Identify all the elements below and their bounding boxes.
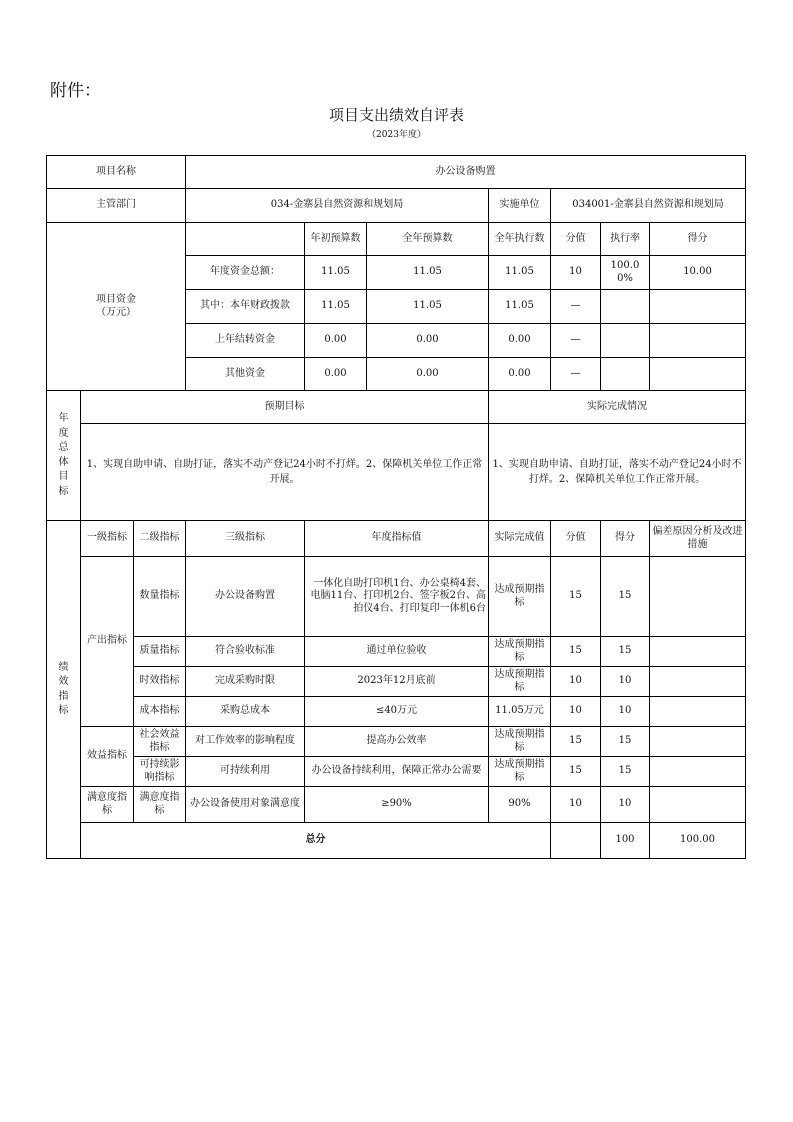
header-score: 得分 <box>650 223 746 256</box>
indicator-analysis <box>650 697 746 727</box>
indicator-level3: 办公设备购置 <box>186 557 305 637</box>
actual-result-header: 实际完成情况 <box>489 391 746 424</box>
indicator-row <box>47 637 746 667</box>
impl-unit-label: 实施单位 <box>489 189 551 223</box>
project-name-label: 项目名称 <box>47 156 186 189</box>
indicator-level2: 可持续影响指标 <box>134 757 186 787</box>
indicator-analysis <box>650 667 746 697</box>
indicator-value: 10 <box>551 667 601 697</box>
indicator-level3: 可持续利用 <box>186 757 305 787</box>
funds-row-annual: 11.05 <box>367 256 489 290</box>
indicator-row <box>47 727 746 757</box>
indicator-value: 10 <box>551 787 601 823</box>
indicator-score: 10 <box>601 667 650 697</box>
funds-row-initial: 0.00 <box>305 358 367 391</box>
indicator-target: 提高办公效率 <box>305 727 489 757</box>
total-row <box>47 823 746 859</box>
indicator-score: 15 <box>601 637 650 667</box>
total-value: 100 <box>601 823 650 859</box>
funds-row-rate <box>601 324 650 358</box>
total-label: 总分 <box>81 823 551 859</box>
funds-row-score: 10.00 <box>650 256 746 290</box>
header-initial-budget: 年初预算数 <box>305 223 367 256</box>
funds-row-value: — <box>551 290 601 324</box>
funds-row-annual: 0.00 <box>367 324 489 358</box>
funds-row-rate: 100.00% <box>601 256 650 290</box>
funds-row-annual: 0.00 <box>367 358 489 391</box>
indicator-actual: 90% <box>489 787 551 823</box>
indicator-level3: 符合验收标准 <box>186 637 305 667</box>
indicator-level2: 质量指标 <box>134 637 186 667</box>
header-score-value: 分值 <box>551 223 601 256</box>
indicator-target: 2023年12月底前 <box>305 667 489 697</box>
indicator-value: 15 <box>551 727 601 757</box>
goals-header-row <box>47 391 746 424</box>
header-value: 分值 <box>551 521 601 557</box>
indicator-score: 15 <box>601 557 650 637</box>
goals-label-text: 年度总体目标 <box>58 413 69 497</box>
actual-result-text: 1、实现自助申请、自助打证，落实不动产登记24小时不打烊。2、保障机关单位工作正常开展。 <box>489 424 746 521</box>
indicator-score: 10 <box>601 697 650 727</box>
header-actual: 实际完成值 <box>489 521 551 557</box>
indicator-row <box>47 557 746 637</box>
indicator-header-row <box>47 521 746 557</box>
indicator-actual: 达成预期指标 <box>489 727 551 757</box>
header-annual-budget: 全年预算数 <box>367 223 489 256</box>
indicator-score: 15 <box>601 757 650 787</box>
indicator-row <box>47 757 746 787</box>
indicator-row <box>47 787 746 823</box>
indicator-target: 通过单位验收 <box>305 637 489 667</box>
indicator-analysis <box>650 637 746 667</box>
funds-row-label: 年度资金总额： <box>186 256 305 290</box>
indicator-actual: 达成预期指标 <box>489 667 551 697</box>
funds-row-score <box>650 290 746 324</box>
funds-label-line2: （万元） <box>96 306 136 318</box>
indicator-row <box>47 697 746 727</box>
indicator-level3: 完成采购时限 <box>186 667 305 697</box>
indicator-level2: 数量指标 <box>134 557 186 637</box>
indicator-actual: 达成预期指标 <box>489 757 551 787</box>
funds-label-line1: 项目资金 <box>96 294 136 305</box>
page-title: 项目支出绩效自评表 <box>328 106 464 124</box>
funds-row-rate <box>601 290 650 324</box>
indicator-value: 10 <box>551 697 601 727</box>
indicator-analysis <box>650 787 746 823</box>
funds-row-rate <box>601 358 650 391</box>
indicator-score: 15 <box>601 727 650 757</box>
indicator-value: 15 <box>551 757 601 787</box>
indicator-level2: 时效指标 <box>134 667 186 697</box>
header-exec-rate: 执行率 <box>601 223 650 256</box>
header-level2: 二级指标 <box>134 521 186 557</box>
funds-row-initial: 11.05 <box>305 290 367 324</box>
funds-row-label: 其他资金 <box>186 358 305 391</box>
funds-row-initial: 0.00 <box>305 324 367 358</box>
total-score: 100.00 <box>650 823 746 859</box>
total-blank <box>551 823 601 859</box>
header-score: 得分 <box>601 521 650 557</box>
indicator-actual: 达成预期指标 <box>489 637 551 667</box>
funds-header-row <box>47 223 746 256</box>
group-benefit: 效益指标 <box>81 727 134 787</box>
indicator-value: 15 <box>551 637 601 667</box>
funds-label <box>47 223 186 391</box>
project-name-row <box>47 156 746 189</box>
indicator-level3: 办公设备使用对象满意度 <box>186 787 305 823</box>
attachment-label: 附件： <box>50 81 101 101</box>
funds-row-value: 10 <box>551 256 601 290</box>
indicator-target: 办公设备持续利用，保障正常办公需要 <box>305 757 489 787</box>
funds-header-blank <box>186 223 305 256</box>
group-satisfaction: 满意度指标 <box>81 787 134 823</box>
indicator-level2: 满意度指标 <box>134 787 186 823</box>
funds-row-label: 上年结转资金 <box>186 324 305 358</box>
header-analysis: 偏差原因分析及改进措施 <box>650 521 746 557</box>
dept-row <box>47 189 746 223</box>
indicator-target: ≤40万元 <box>305 697 489 727</box>
indicator-level2: 社会效益指标 <box>134 727 186 757</box>
funds-row-exec: 11.05 <box>489 256 551 290</box>
indicator-analysis <box>650 727 746 757</box>
funds-row-annual: 11.05 <box>367 290 489 324</box>
indicator-row <box>47 667 746 697</box>
indicator-level3: 采购总成本 <box>186 697 305 727</box>
group-output: 产出指标 <box>81 557 134 727</box>
header-annual-exec: 全年执行数 <box>489 223 551 256</box>
indicator-analysis <box>650 557 746 637</box>
funds-row-score <box>650 324 746 358</box>
project-name-value: 办公设备购置 <box>186 156 746 189</box>
funds-row-value: — <box>551 358 601 391</box>
dept-value: 034-金寨县自然资源和规划局 <box>186 189 489 223</box>
funds-row-value: — <box>551 324 601 358</box>
dept-label: 主管部门 <box>47 189 186 223</box>
funds-row-exec: 0.00 <box>489 358 551 391</box>
header-level3: 三级指标 <box>186 521 305 557</box>
indicator-actual: 11.05万元 <box>489 697 551 727</box>
indicator-level2: 成本指标 <box>134 697 186 727</box>
expected-goal-header: 预期目标 <box>81 391 489 424</box>
header-level1: 一级指标 <box>81 521 134 557</box>
indicators-label <box>47 521 81 859</box>
indicator-score: 10 <box>601 787 650 823</box>
impl-unit-value: 034001-金寨县自然资源和规划局 <box>551 189 746 223</box>
funds-row-label: 其中：本年财政拨款 <box>186 290 305 324</box>
funds-row-exec: 11.05 <box>489 290 551 324</box>
header-target: 年度指标值 <box>305 521 489 557</box>
funds-row-initial: 11.05 <box>305 256 367 290</box>
year-subtitle: （2023年度） <box>367 130 426 140</box>
expected-goal-text: 1、实现自助申请、自助打证，落实不动产登记24小时不打烊。2、保障机关单位工作正常开展。 <box>81 424 489 521</box>
goals-content-row <box>47 424 746 521</box>
indicator-target: ≥90% <box>305 787 489 823</box>
evaluation-table <box>46 155 746 859</box>
indicators-label-text: 绩效指标 <box>58 661 69 716</box>
indicator-target: 一体化自助打印机1台、办公桌椅4套、电脑11台、打印机2台、签字板2台、高拍仪4台、打印复印一体机6台 <box>305 557 489 637</box>
indicator-actual: 达成预期指标 <box>489 557 551 637</box>
indicator-value: 15 <box>551 557 601 637</box>
funds-row-score <box>650 358 746 391</box>
indicator-level3: 对工作效率的影响程度 <box>186 727 305 757</box>
funds-row-exec: 0.00 <box>489 324 551 358</box>
goals-label <box>47 391 81 521</box>
indicator-analysis <box>650 757 746 787</box>
